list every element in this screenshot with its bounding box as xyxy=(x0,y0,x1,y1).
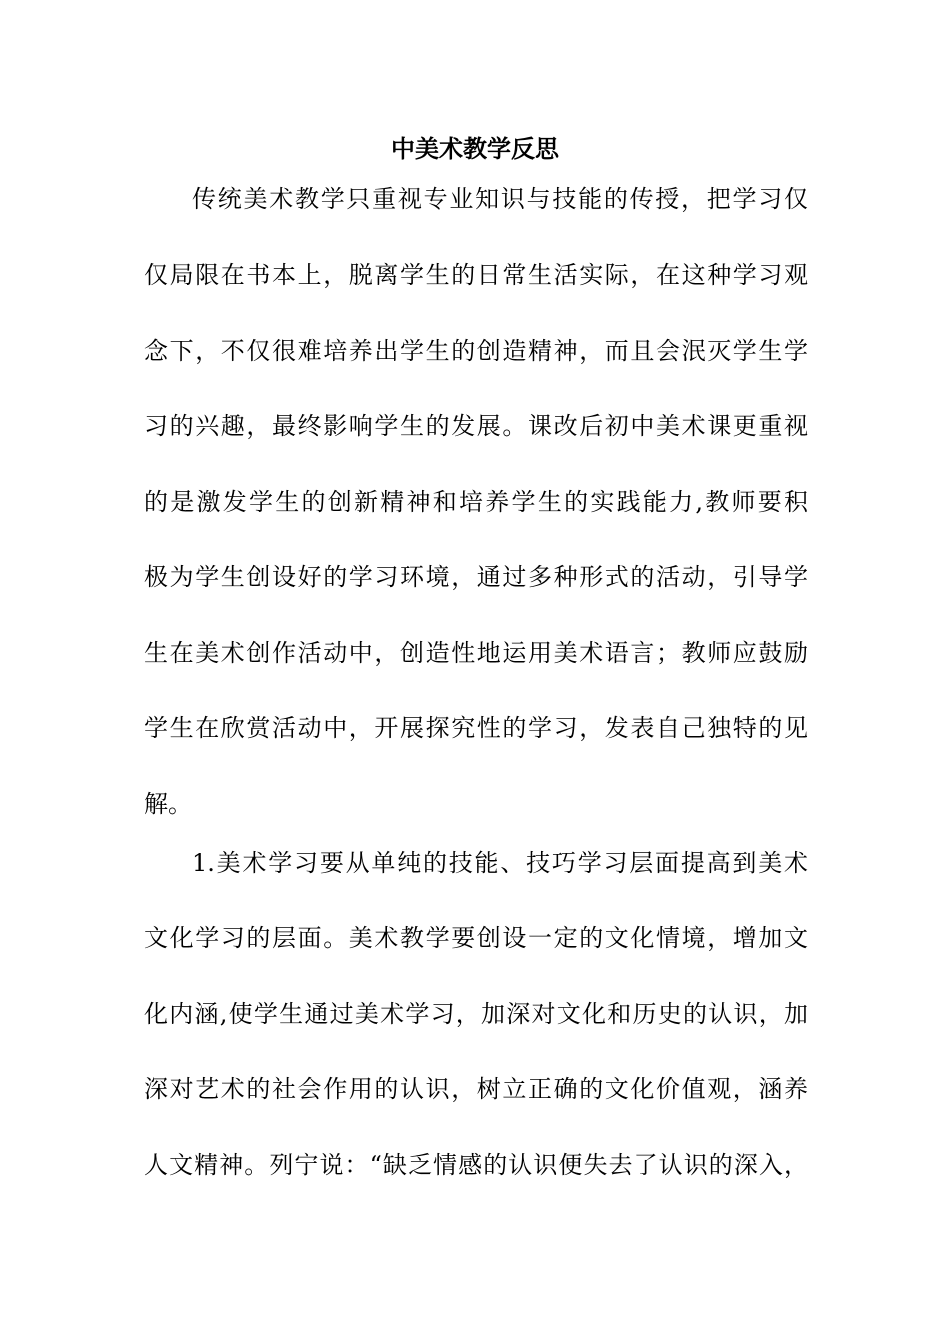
document-title: 中美术教学反思 xyxy=(391,134,559,163)
paragraph-line: 习的兴趣，最终影响学生的发展。课改后初中美术课更重视 xyxy=(144,412,808,440)
paragraph-line: 1.美术学习要从单纯的技能、技巧学习层面提高到美术 xyxy=(192,849,808,877)
paragraph-line: 仅局限在书本上，脱离学生的日常生活实际，在这种学习观 xyxy=(144,261,808,289)
paragraph-line: 深对艺术的社会作用的认识，树立正确的文化价值观，涵养 xyxy=(144,1075,808,1103)
paragraph-line: 极为学生创设好的学习环境，通过多种形式的活动，引导学 xyxy=(144,563,808,591)
paragraph-line: 学生在欣赏活动中，开展探究性的学习，发表自己独特的见 xyxy=(144,714,808,742)
paragraph-line: 解。 xyxy=(144,790,192,818)
paragraph-line: 传统美术教学只重视专业知识与技能的传授，把学习仅 xyxy=(192,185,808,213)
paragraph-line: 文化学习的层面。美术教学要创设一定的文化情境，增加文 xyxy=(144,924,808,952)
paragraph-line: 化内涵,使学生通过美术学习，加深对文化和历史的认识，加 xyxy=(144,1000,808,1028)
paragraph-line: 的是激发学生的创新精神和培养学生的实践能力,教师要积 xyxy=(144,488,808,516)
paragraph-line: 念下，不仅很难培养出学生的创造精神，而且会泯灭学生学 xyxy=(144,337,808,365)
paragraph-line: 人文精神。列宁说：“缺乏情感的认识便失去了认识的深入， xyxy=(144,1151,808,1179)
paragraph-line: 生在美术创作活动中，创造性地运用美术语言；教师应鼓励 xyxy=(144,639,808,667)
